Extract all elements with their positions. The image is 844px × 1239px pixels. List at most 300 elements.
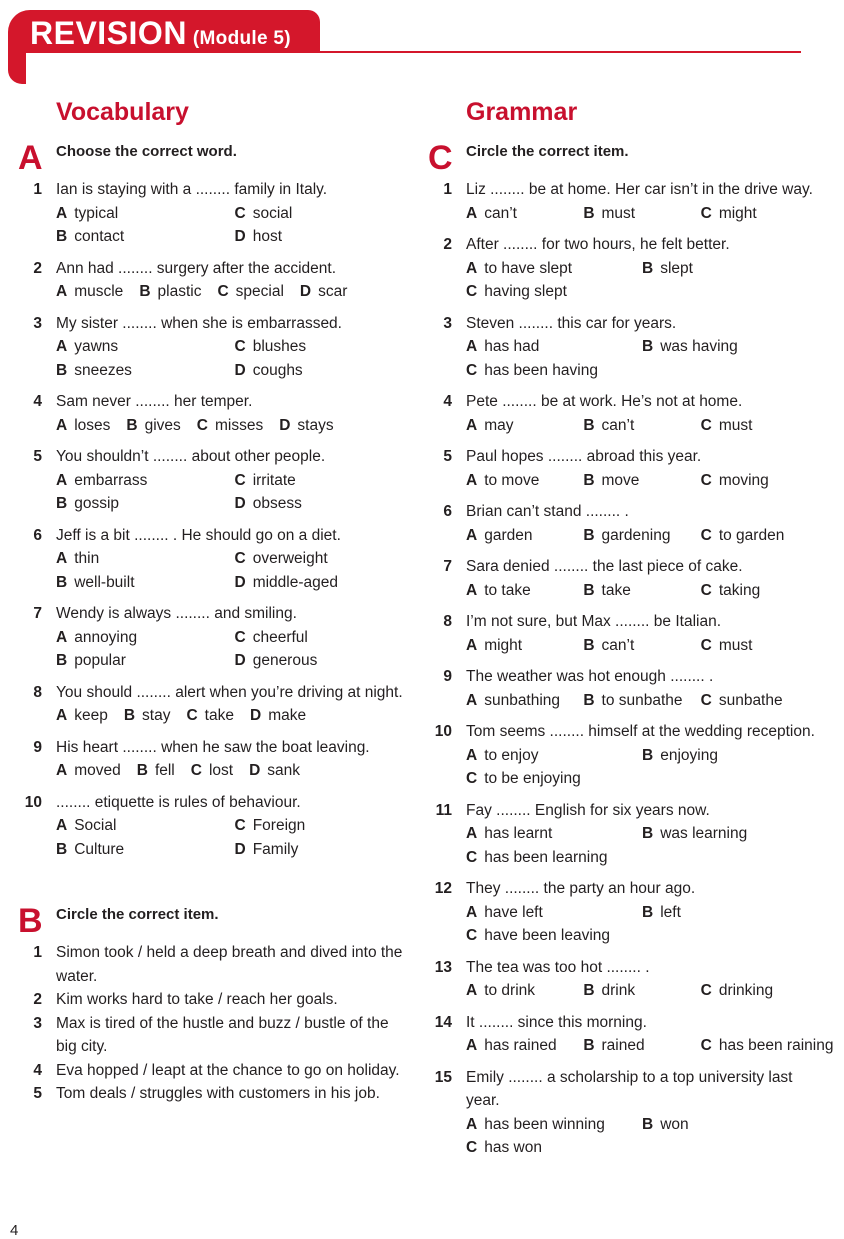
question-text: My sister ........ when she is embarrassed.	[56, 314, 342, 332]
answer-option[interactable]	[701, 634, 818, 658]
question-text: Jeff is a bit ........ . He should go on a diet.	[56, 526, 341, 544]
option-text: sneezes	[74, 361, 132, 379]
question-item	[428, 877, 818, 948]
answer-options	[56, 759, 413, 783]
question-text: Pete ........ be at work. He’s not at home.	[466, 393, 743, 410]
option-text: Culture	[74, 840, 125, 858]
option-text: was having	[660, 338, 738, 355]
option-letter: D	[234, 495, 246, 512]
question-text: Emily ........ a scholarship to a top university last year.	[466, 1068, 793, 1109]
option-text: has been learning	[484, 848, 608, 866]
option-letter: C	[466, 283, 478, 300]
question-number: 11	[435, 801, 452, 819]
question-text: After ........ for two hours, he felt better.	[466, 236, 730, 253]
option-letter: D	[249, 707, 262, 724]
answer-option[interactable]	[642, 822, 818, 846]
question-item	[428, 665, 818, 712]
answer-option[interactable]	[700, 1034, 834, 1058]
option-text: can’t	[601, 416, 635, 434]
vocabulary-column	[18, 96, 413, 1106]
option-text: might	[484, 636, 523, 654]
option-text: won	[660, 1115, 689, 1133]
option-letter: C	[466, 1139, 478, 1156]
option-letter: B	[583, 691, 595, 709]
option-letter: C	[234, 550, 246, 567]
answer-option[interactable]	[124, 704, 171, 728]
answer-option[interactable]	[466, 335, 642, 359]
header-banner-corner	[8, 50, 26, 84]
answer-options	[466, 202, 818, 226]
answer-option[interactable]	[701, 202, 818, 226]
section-letter-a: A	[18, 139, 43, 177]
option-text: blushes	[252, 338, 307, 355]
option-letter: B	[642, 1115, 654, 1133]
section-letter-c: C	[428, 139, 453, 177]
question-item	[18, 524, 413, 595]
option-letter: B	[583, 982, 595, 999]
option-text: stay	[142, 707, 171, 724]
answer-option[interactable]	[466, 579, 583, 603]
question-number: 10	[434, 723, 452, 740]
question-text: Sara denied ........ the last piece of cake.	[466, 558, 743, 575]
answer-option[interactable]	[701, 414, 818, 438]
option-text: special	[235, 283, 284, 300]
grammar-column	[428, 96, 834, 1168]
question-number: 4	[443, 393, 452, 410]
option-letter: B	[583, 471, 595, 489]
question-item	[428, 1011, 834, 1058]
option-letter: D	[234, 840, 246, 858]
answer-option[interactable]	[466, 979, 583, 1003]
option-text: Family	[252, 840, 299, 858]
question-number: 2	[33, 991, 42, 1008]
option-letter: D	[249, 762, 261, 779]
answer-option[interactable]	[466, 202, 583, 226]
question-text: You shouldn’t ........ about other people.	[56, 448, 326, 465]
option-text: might	[718, 204, 757, 222]
option-text: gossip	[74, 495, 120, 512]
answer-option[interactable]	[235, 225, 414, 249]
option-letter: B	[583, 581, 595, 599]
answer-option[interactable]	[139, 280, 201, 304]
vocabulary-heading: Vocabulary	[56, 98, 189, 126]
question-number: 10	[24, 793, 42, 811]
question-item	[428, 610, 818, 657]
answer-options	[56, 547, 413, 594]
answer-option[interactable]	[583, 579, 700, 603]
option-text: to move	[484, 471, 540, 489]
option-text: has been raining	[718, 1037, 834, 1054]
question-item	[428, 720, 818, 791]
question-item	[428, 956, 818, 1003]
question-item	[428, 390, 818, 437]
option-text: to be enjoying	[484, 770, 581, 787]
option-letter: C	[700, 636, 712, 654]
question-text: Steven ........ this car for years.	[466, 314, 677, 332]
option-letter: B	[642, 746, 654, 764]
answer-option[interactable]	[583, 469, 700, 493]
option-text: left	[660, 903, 681, 921]
option-letter: A	[56, 628, 68, 646]
option-text: scar	[318, 283, 348, 300]
option-text: misses	[214, 416, 264, 434]
option-text: lost	[208, 762, 234, 779]
option-text: enjoying	[660, 746, 718, 764]
answer-option[interactable]	[583, 979, 700, 1003]
answer-options	[56, 704, 413, 728]
answer-option[interactable]	[466, 1113, 642, 1137]
answer-options	[56, 814, 413, 861]
answer-option[interactable]	[466, 744, 642, 768]
question-number: 6	[33, 526, 42, 544]
question-text: His heart ........ when he saw the boat leaving.	[56, 738, 370, 756]
option-letter: B	[136, 762, 148, 779]
option-letter: C	[466, 848, 478, 866]
answer-option[interactable]	[466, 822, 642, 846]
title-text: REVISION	[30, 15, 187, 51]
question-text: You should ........ alert when you’re driving at night.	[56, 683, 403, 701]
question-number: 9	[443, 668, 452, 685]
option-letter: A	[466, 1115, 478, 1133]
sentence-item	[18, 988, 413, 1012]
answer-options	[466, 469, 818, 493]
question-number: 8	[33, 683, 42, 701]
option-text: plastic	[157, 283, 202, 300]
question-number: 1	[443, 181, 452, 198]
option-letter: A	[466, 825, 478, 842]
question-text: Tom seems ........ himself at the wedding reception.	[466, 723, 815, 740]
option-letter: A	[56, 550, 68, 567]
answer-options	[466, 335, 818, 382]
question-text: The weather was hot enough ........ .	[466, 668, 714, 685]
answer-option[interactable]	[583, 414, 700, 438]
option-text: to sunbathe	[601, 691, 683, 709]
answer-option[interactable]	[235, 202, 414, 226]
option-letter: B	[139, 283, 151, 300]
option-letter: B	[583, 636, 595, 654]
answer-option[interactable]	[56, 814, 235, 838]
option-text: must	[718, 636, 753, 654]
option-text: sank	[267, 762, 301, 779]
answer-option[interactable]	[191, 759, 233, 783]
section-c-header	[428, 139, 818, 178]
question-number: 1	[33, 944, 42, 961]
option-text: has been winning	[484, 1115, 605, 1133]
answer-option[interactable]	[466, 414, 583, 438]
option-letter: C	[700, 581, 712, 599]
sentence-text[interactable]: Eva hopped / leapt at the chance to go on holiday.	[56, 1061, 400, 1079]
option-letter: B	[642, 903, 654, 921]
answer-option[interactable]	[56, 469, 235, 493]
answer-option[interactable]	[186, 704, 234, 728]
answer-option[interactable]	[126, 414, 180, 438]
answer-option[interactable]	[56, 838, 235, 862]
answer-option[interactable]	[466, 257, 642, 281]
sentence-text[interactable]: Tom deals / struggles with customers in his job.	[56, 1085, 380, 1102]
question-text: Paul hopes ........ abroad this year.	[466, 448, 702, 465]
answer-option[interactable]	[56, 414, 110, 438]
answer-options	[466, 901, 818, 948]
option-letter: D	[234, 361, 246, 379]
question-item	[428, 445, 818, 492]
option-letter: A	[466, 581, 478, 599]
answer-option[interactable]	[701, 979, 818, 1003]
option-letter: C	[700, 982, 712, 999]
question-number: 4	[33, 1061, 42, 1079]
option-letter: C	[234, 204, 246, 222]
answer-option[interactable]	[56, 571, 235, 595]
answer-option[interactable]	[235, 547, 414, 571]
option-text: move	[601, 471, 640, 489]
question-item	[428, 1066, 818, 1160]
option-letter: A	[56, 283, 68, 300]
option-text: to drink	[484, 982, 536, 999]
question-text: It ........ since this morning.	[466, 1013, 647, 1031]
option-text: must	[601, 204, 636, 222]
answer-option[interactable]	[56, 335, 235, 359]
answer-option[interactable]	[56, 649, 235, 673]
question-number: 1	[33, 181, 42, 198]
answer-option[interactable]	[250, 704, 306, 728]
answer-options	[466, 524, 818, 548]
answer-option[interactable]	[56, 280, 123, 304]
option-text: has been having	[484, 361, 598, 379]
question-number: 8	[443, 613, 452, 630]
answer-option[interactable]	[466, 469, 583, 493]
option-letter: B	[126, 416, 138, 434]
section-c-instruction: Circle the correct item.	[466, 143, 629, 160]
option-letter: C	[466, 361, 478, 379]
option-letter: C	[700, 416, 712, 434]
answer-option[interactable]	[466, 767, 642, 791]
option-letter: B	[56, 840, 68, 858]
option-text: moved	[74, 762, 121, 779]
question-item	[18, 602, 413, 673]
answer-option[interactable]	[466, 524, 583, 548]
answer-option[interactable]	[56, 547, 235, 571]
option-text: to have slept	[484, 259, 573, 277]
option-text: has had	[484, 338, 540, 355]
option-text: embarrass	[74, 471, 148, 489]
section-letter-b: B	[18, 902, 43, 940]
answer-option[interactable]	[235, 335, 414, 359]
sentence-text[interactable]: Kim works hard to take / reach her goals.	[56, 991, 338, 1008]
page-number: 4	[10, 1222, 19, 1239]
sentence-item	[18, 1059, 413, 1083]
option-letter: C	[466, 770, 478, 787]
answer-options	[56, 414, 413, 438]
answer-option[interactable]	[701, 689, 818, 713]
option-text: take	[601, 581, 631, 599]
option-letter: B	[642, 338, 654, 355]
question-text: ........ etiquette is rules of behaviour.	[56, 793, 301, 811]
answer-option[interactable]	[56, 704, 108, 728]
answer-option[interactable]	[642, 901, 818, 925]
answer-option[interactable]	[56, 759, 121, 783]
option-text: fell	[154, 762, 175, 779]
question-item	[18, 312, 413, 383]
question-item	[18, 736, 413, 783]
question-item	[18, 390, 413, 437]
option-text: popular	[74, 652, 126, 669]
answer-option[interactable]	[466, 1034, 583, 1058]
question-item	[18, 445, 413, 516]
question-text: Brian can’t stand ........ .	[466, 503, 629, 520]
option-text: drinking	[718, 982, 774, 999]
option-text: yawns	[74, 338, 119, 355]
option-letter: C	[234, 628, 246, 646]
option-text: gives	[144, 416, 181, 434]
question-number: 12	[434, 880, 452, 897]
option-letter: A	[466, 636, 478, 654]
answer-option[interactable]	[137, 759, 175, 783]
question-number: 3	[33, 314, 42, 332]
answer-option[interactable]	[235, 469, 414, 493]
question-item	[428, 799, 818, 870]
option-letter: A	[466, 338, 478, 355]
option-letter: C	[700, 691, 712, 709]
option-text: sunbathe	[718, 691, 783, 709]
answer-option[interactable]	[583, 202, 700, 226]
option-letter: C	[217, 283, 229, 300]
option-letter: B	[56, 652, 68, 669]
answer-options	[466, 744, 818, 791]
option-letter: C	[234, 817, 246, 834]
answer-option[interactable]	[235, 492, 414, 516]
answer-option[interactable]	[466, 634, 583, 658]
option-letter: A	[56, 762, 68, 779]
answer-option[interactable]	[56, 225, 235, 249]
question-number: 6	[443, 503, 452, 520]
answer-option[interactable]	[642, 257, 818, 281]
option-text: moving	[718, 471, 769, 489]
option-text: muscle	[74, 283, 124, 300]
option-text: host	[252, 228, 283, 245]
question-item	[428, 312, 818, 383]
option-text: middle-aged	[252, 573, 339, 591]
option-letter: A	[466, 691, 478, 709]
option-letter: B	[642, 825, 654, 842]
answer-option[interactable]	[466, 280, 642, 304]
answer-options	[466, 1113, 818, 1160]
option-text: typical	[74, 204, 119, 222]
answer-option[interactable]	[466, 901, 642, 925]
answer-option[interactable]	[642, 744, 818, 768]
option-letter: D	[299, 283, 312, 300]
section-a-instruction: Choose the correct word.	[56, 143, 237, 160]
answer-options	[466, 257, 818, 304]
answer-option[interactable]	[466, 689, 583, 713]
question-number: 2	[33, 259, 42, 277]
option-letter: A	[56, 817, 68, 834]
answer-option[interactable]	[701, 524, 818, 548]
option-letter: B	[583, 1037, 595, 1054]
answer-option[interactable]	[56, 202, 235, 226]
answer-option[interactable]	[197, 414, 263, 438]
answer-option[interactable]	[583, 634, 700, 658]
option-letter: A	[56, 204, 68, 222]
option-letter: A	[466, 746, 478, 764]
question-number: 5	[33, 1085, 42, 1102]
answer-options	[56, 202, 413, 249]
answer-option[interactable]	[300, 280, 348, 304]
question-item	[428, 555, 818, 602]
sentence-item	[18, 1082, 413, 1106]
answer-option[interactable]	[583, 524, 700, 548]
option-letter: A	[56, 471, 68, 489]
answer-option[interactable]	[466, 846, 642, 870]
answer-option[interactable]	[235, 571, 414, 595]
answer-option[interactable]	[249, 759, 300, 783]
option-letter: D	[234, 573, 246, 591]
option-text: slept	[660, 259, 693, 277]
answer-option[interactable]	[583, 1034, 700, 1058]
answer-option[interactable]	[235, 649, 414, 673]
answer-option[interactable]	[235, 626, 414, 650]
option-text: take	[204, 707, 234, 724]
option-text: rained	[601, 1037, 645, 1054]
option-letter: B	[123, 707, 136, 724]
answer-option[interactable]	[583, 689, 700, 713]
grammar-heading: Grammar	[466, 98, 578, 126]
question-item	[18, 178, 413, 249]
title-subtitle: (Module 5)	[192, 28, 291, 49]
answer-options	[466, 634, 818, 658]
question-text: Ian is staying with a ........ family in Italy.	[56, 181, 328, 198]
sentence-text[interactable]: Simon took / held a deep breath and dived into the water.	[56, 944, 403, 985]
sentence-text[interactable]: Max is tired of the hustle and buzz / bustle of the big city.	[56, 1014, 389, 1055]
option-text: irritate	[252, 471, 296, 489]
answer-option[interactable]	[466, 359, 642, 383]
question-item	[18, 791, 413, 862]
option-text: may	[484, 416, 514, 434]
answer-option[interactable]	[466, 1136, 642, 1160]
option-letter: D	[234, 652, 246, 669]
option-letter: B	[56, 361, 68, 379]
answer-option[interactable]	[235, 359, 414, 383]
answer-option[interactable]	[642, 1113, 818, 1137]
option-text: Foreign	[252, 817, 306, 834]
option-letter: A	[466, 1037, 478, 1054]
option-letter: C	[190, 762, 202, 779]
option-text: social	[252, 204, 293, 222]
answer-option[interactable]	[235, 838, 414, 862]
answer-option[interactable]	[56, 492, 235, 516]
section-c-questions	[428, 178, 834, 1160]
question-text: Fay ........ English for six years now.	[466, 801, 710, 819]
answer-option[interactable]	[56, 626, 235, 650]
option-letter: A	[466, 416, 478, 434]
option-letter: C	[234, 471, 246, 489]
answer-option[interactable]	[56, 359, 235, 383]
option-letter: B	[583, 204, 595, 222]
question-text: I’m not sure, but Max ........ be Italian.	[466, 613, 722, 630]
answer-option[interactable]	[466, 924, 642, 948]
answer-option[interactable]	[217, 280, 283, 304]
answer-option[interactable]	[235, 814, 414, 838]
answer-option[interactable]	[279, 414, 333, 438]
option-text: keep	[74, 707, 108, 724]
option-text: loses	[74, 416, 111, 434]
option-text: can’t	[601, 636, 635, 654]
question-text: Liz ........ be at home. Her car isn’t in the drive way.	[466, 181, 813, 198]
answer-option[interactable]	[701, 469, 818, 493]
answer-option[interactable]	[642, 335, 818, 359]
answer-option[interactable]	[701, 579, 818, 603]
option-text: drink	[601, 982, 636, 999]
option-text: to garden	[718, 526, 785, 544]
answer-options	[466, 979, 818, 1003]
